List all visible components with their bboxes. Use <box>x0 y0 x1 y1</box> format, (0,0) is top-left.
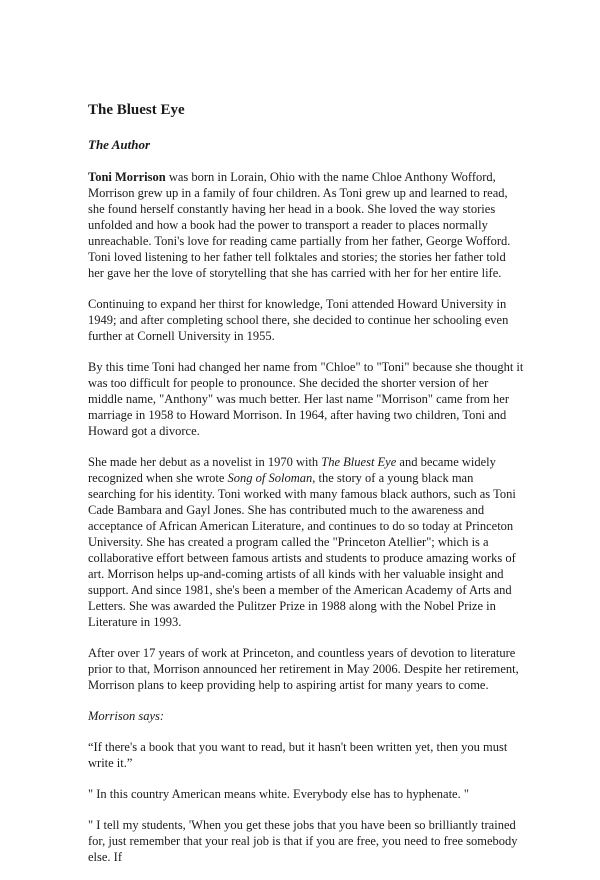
paragraph-4 <box>88 454 524 630</box>
quotes-label: Morrison says: <box>88 709 165 723</box>
section-heading: The Author <box>88 137 151 152</box>
paragraph-4-text-3: , the story of a young black man searching for his identity. Toni worked with many famous black authors, such as Toni Cade Bambara and Gayl Jones. She has contributed much to the awareness and acceptance of African American Literature, and continues to do so today at Princeton University. She has created a program called the "Princeton Atellier"; which is a collaborative effort between famous artists and students to produce amazing works of art. Morrison helps up-and-coming artists of all kinds with her valuable insight and support. And since 1981, she's been a member of the American Academy of Arts and Letters. She was awarded the Pulitzer Prize in 1988 along with the Nobel Prize in Literature in 1993. <box>88 471 516 629</box>
paragraph-4-text-2: and became widely recognized when she wrote <box>88 455 496 485</box>
book-title-bluest-eye: The Bluest Eye <box>321 455 397 469</box>
quote-3: " I tell my students, 'When you get these jobs that you have been so brilliantly trained for, just remember that your real job is that if you are free, you need to free somebody else. If <box>88 818 518 864</box>
quote-2: " In this country American means white. Everybody else has to hyphenate. " <box>88 787 469 801</box>
paragraph-4-text-1: She made her debut as a novelist in 1970 with <box>88 455 322 469</box>
author-name: Toni Morrison <box>88 170 166 184</box>
paragraph-3: By this time Toni had changed her name from "Chloe" to "Toni" because she thought it was too difficult for people to pronounce. She decided the shorter version of her middle name, "Anthony" was much better. Her last name "Morrison" came from her marriage in 1958 to Howard Morrison. In 1964, after having two children, Toni and Howard got a divorce. <box>88 360 524 438</box>
paragraph-5: After over 17 years of work at Princeton, and countless years of devotion to literature prior to that, Morrison announced her retirement in May 2006. Despite her retirement, Morrison plans to keep providing help to aspiring artist for many years to come. <box>88 646 519 692</box>
document-page <box>88 101 524 880</box>
book-title-song-of-soloman: Song of Soloman <box>227 471 313 485</box>
document-title: The Bluest Eye <box>88 102 185 118</box>
paragraph-2: Continuing to expand her thirst for knowledge, Toni attended Howard University in 1949; and after completing school there, she decided to continue her schooling even further at Cornell University in 1955. <box>88 297 509 343</box>
paragraph-1-body: was born in Lorain, Ohio with the name Chloe Anthony Wofford, Morrison grew up in a family of four children. As Toni grew up and learned to read, she found herself constantly having her head in a book. She loved the way stories unfolded and how a book had the power to transport a reader to places normally unreachable. Toni's love for reading came partially from her father, George Wofford. Toni loved listening to her father tell folktales and stories; the stories her father told her gave her the love of storytelling that she has carried with her for her entire life. <box>88 170 511 280</box>
quote-1: “If there's a book that you want to read, but it hasn't been written yet, then you must write it.” <box>88 740 508 770</box>
paragraph-1 <box>88 169 524 281</box>
